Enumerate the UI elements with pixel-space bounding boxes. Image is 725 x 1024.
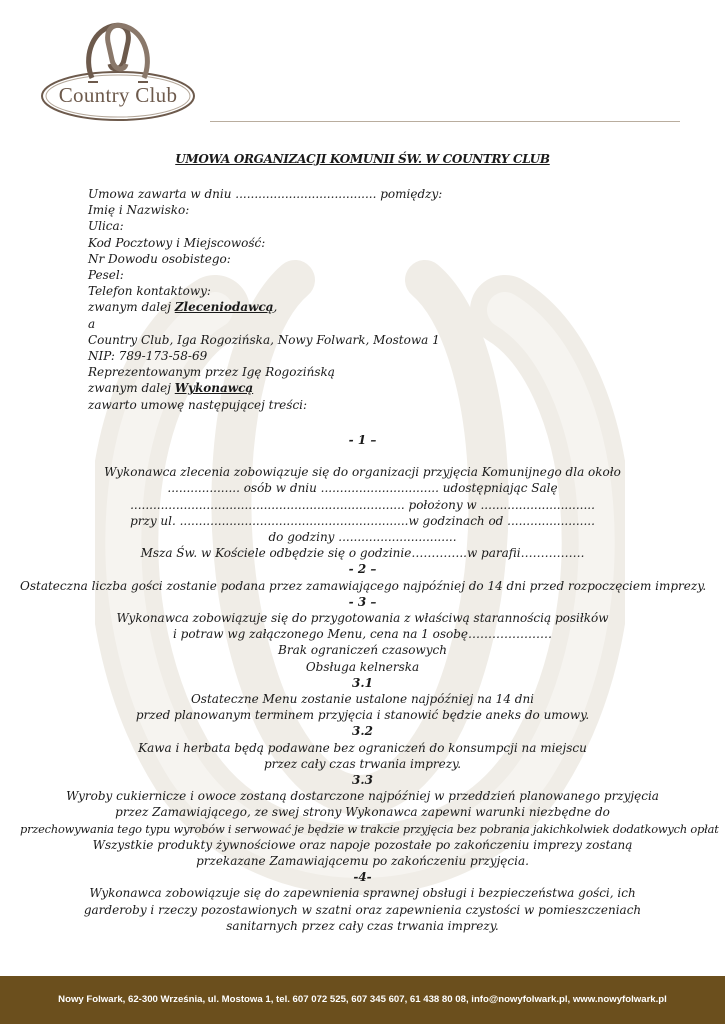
section-1-line: ................... osób w dniu ............................... udostępniając Salę [167, 481, 558, 496]
client-alias-prefix: zwanym dalej [88, 300, 175, 315]
agreement-intro: zawarto umowę następującej treści: [88, 397, 308, 412]
section-3-line: i potraw wg załączonego Menu, cena na 1 osobę………………… [173, 627, 552, 642]
header-divider [210, 121, 680, 122]
section-1-line: Msza Św. w Kościele odbędzie się o godzinie…………..w parafii……………. [140, 546, 585, 561]
contractor-alias-term: Wykonawcą [174, 381, 254, 396]
contractor-alias-line [88, 380, 648, 396]
contract-sections [20, 432, 719, 934]
contractor-address: Country Club, Iga Rogozińska, Nowy Folwark, Mostowa 1 [88, 332, 440, 347]
section-3-2-heading: 3.2 [352, 724, 373, 739]
section-3-3-heading: 3.3 [352, 773, 373, 788]
phone-field: Telefon kontaktowy: [88, 284, 211, 299]
section-1-line: ........................................................................ położony w .............................. [130, 497, 595, 512]
document-title: UMOWA ORGANIZACJI KOMUNII ŚW. W COUNTRY CLUB [175, 152, 550, 166]
section-1-heading: - 1 – [348, 433, 377, 447]
logo-text: Country Club [58, 83, 178, 107]
pesel-field: Pesel: [88, 268, 124, 283]
name-field: Imię i Nazwisko: [88, 203, 190, 218]
street-field: Ulica: [88, 219, 124, 234]
section-3-1-heading: 3.1 [352, 675, 373, 690]
section-3-2-line: Kawa i herbata będą podawane bez ograniczeń do konsumpcji na miejscu [138, 740, 587, 755]
section-3-1-line: Ostateczne Menu zostanie ustalone najpóźniej na 14 dni [190, 692, 535, 707]
section-3-heading: - 3 – [348, 594, 377, 609]
section-1-spacer [20, 448, 705, 464]
section-1-line: Wykonawca zlecenia zobowiązuje się do organizacji przyjęcia Komunijnego dla około [104, 465, 621, 480]
contractor-alias-prefix: zwanym dalej [88, 381, 175, 396]
section-4-line: garderoby i rzeczy pozostawionych w szatni oraz zapewnienia czystości w pomieszczeniach [83, 902, 642, 917]
section-2-line: Ostateczna liczba gości zostanie podana przez zamawiającego najpóźniej do 14 dni przed rozpoczęciem imprezy. [20, 578, 707, 593]
section-1-line: przy ul. ............................................................w godzinach od ....................... [130, 513, 595, 528]
section-4-line: Wykonawca zobowiązuje się do zapewnienia sprawnej obsługi i bezpieczeństwa gości, ich [89, 886, 636, 901]
section-3-3-line: przez Zamawiającego, ze swej strony Wykonawca zapewni warunki niezbędne do [115, 805, 610, 820]
section-2-heading: - 2 – [348, 562, 377, 577]
section-3-line: Obsługa kelnerska [305, 659, 420, 674]
client-alias-line [88, 299, 648, 315]
section-4-line: sanitarnych przez cały czas trwania imprezy. [226, 918, 499, 933]
section-3-3-line: przekazane Zamawiającemu po zakończeniu przyjęcia. [196, 854, 529, 869]
country-club-logo [40, 20, 196, 122]
section-3-2-line: przez cały czas trwania imprezy. [263, 756, 462, 771]
section-4-heading: -4- [353, 870, 372, 885]
id-card-field: Nr Dowodu osobistego: [88, 251, 231, 266]
and-line: a [88, 316, 96, 331]
contractor-nip: NIP: 789-173-58-69 [88, 349, 208, 364]
section-3-1-line: przed planowanym terminem przyjęcia i stanowić będzie aneks do umowy. [135, 708, 590, 723]
section-3-line: Brak ograniczeń czasowych [278, 643, 447, 658]
section-3-3-line: przechowywania tego typu wyrobów i serwować je będzie w trakcie przyjęcia bez pobrania jakichkolwiek dodatkowych opłat [20, 821, 719, 836]
section-3-3-line: Wyroby cukiernicze i owoce zostaną dostarczone najpóźniej w przeddzień planowanego przyjęcia [66, 789, 659, 804]
contractor-representative: Reprezentowanym przez Igę Rogozińską [88, 365, 335, 380]
footer-contact-bar: Nowy Folwark, 62-300 Września, ul. Mostowa 1, tel. 607 072 525, 607 345 607, 61 438 80 08, info@nowyfolwark.pl, www.nowyfolwark.pl [0, 976, 725, 1024]
section-1-line: do godziny ............................... [268, 530, 457, 545]
section-3-3-line: Wszystkie produkty żywnościowe oraz napoje pozostałe po zakończeniu imprezy zostaną [92, 837, 633, 852]
contract-date-line: Umowa zawarta w dniu ..................................... pomiędzy: [88, 187, 443, 201]
party-details [88, 186, 648, 413]
client-alias-suffix: , [273, 300, 278, 315]
section-3-line: Wykonawca zobowiązuje się do przygotowania z właściwą starannością posiłków [116, 611, 609, 626]
client-alias-term: Zleceniodawcą [174, 300, 274, 315]
postal-code-field: Kod Pocztowy i Miejscowość: [88, 235, 266, 250]
